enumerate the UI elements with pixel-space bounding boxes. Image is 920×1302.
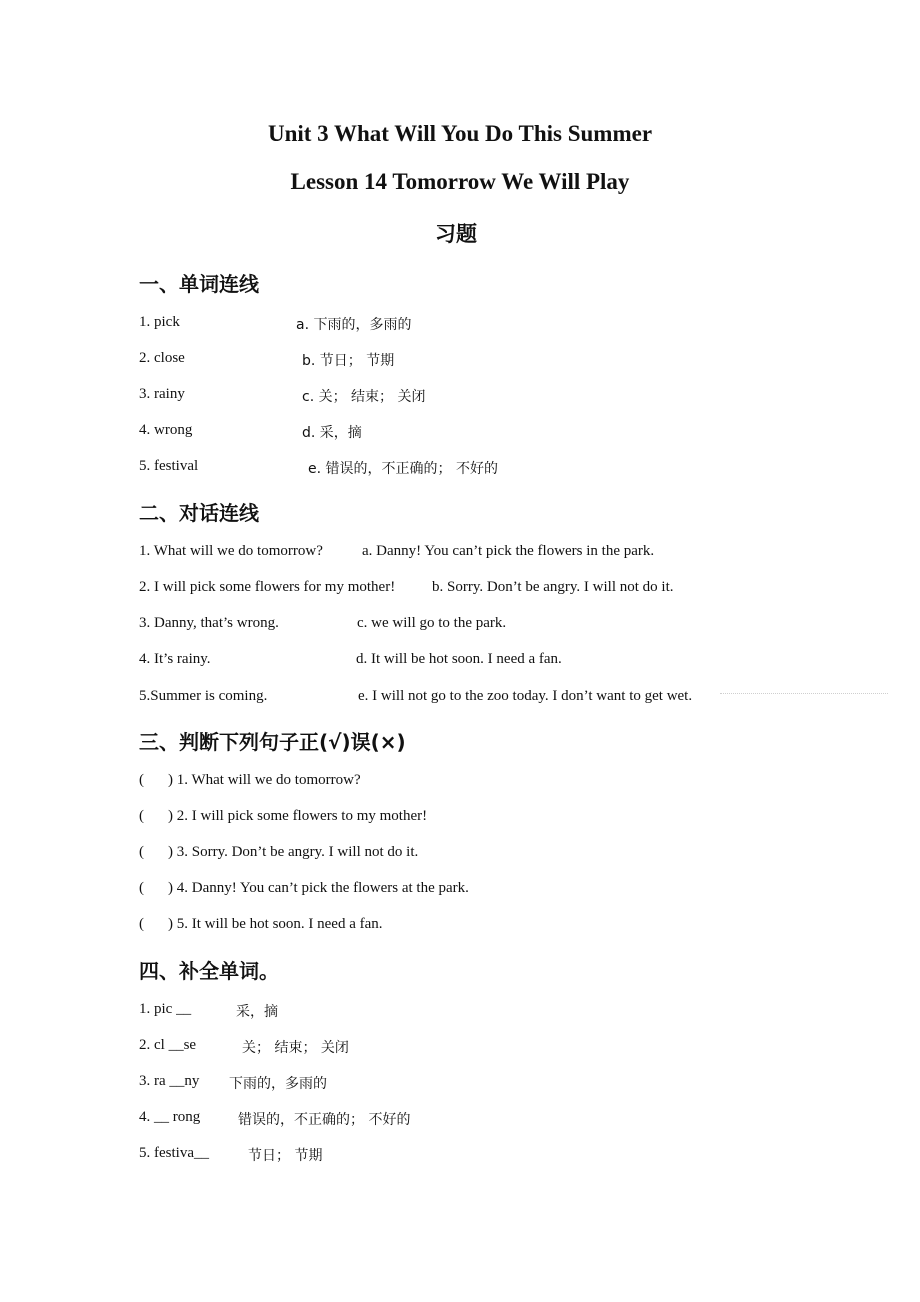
dialogue-question: 5.Summer is coming. — [139, 688, 268, 704]
section4-heading: 四、补全单词。 — [139, 959, 279, 983]
word-match-meaning: e. 错误的，不正确的； 不好的 — [308, 461, 498, 477]
word-match-meaning: a. 下雨的，多雨的 — [296, 317, 412, 333]
fill-word-meaning: 下雨的，多雨的 — [229, 1076, 327, 1092]
dialogue-answer: d. It will be hot soon. I need a fan. — [356, 651, 562, 667]
dialogue-answer: b. Sorry. Don’t be angry. I will not do it. — [432, 579, 674, 595]
answer-paren[interactable]: ( — [139, 808, 144, 824]
unit-title: Unit 3 What Will You Do This Summer — [267, 121, 653, 146]
dialogue-question: 1. What will we do tomorrow? — [139, 543, 323, 559]
true-false-statement: ) 2. I will pick some flowers to my mother! — [168, 808, 428, 824]
fill-word-blank[interactable]: 3. ra __ny — [139, 1073, 200, 1089]
true-false-statement: ) 5. It will be hot soon. I need a fan. — [168, 916, 383, 932]
word-match-meaning: b. 节日； 节期 — [302, 353, 395, 369]
true-false-statement: ) 1. What will we do tomorrow? — [168, 772, 361, 788]
dialogue-answer: a. Danny! You can’t pick the flowers in the park. — [362, 543, 655, 559]
fill-word-meaning: 错误的，不正确的； 不好的 — [238, 1112, 411, 1128]
answer-paren[interactable]: ( — [139, 844, 144, 860]
word-match-word: 1. pick — [139, 314, 180, 330]
section1-heading: 一、单词连线 — [139, 272, 259, 296]
fill-word-blank[interactable]: 4. __ rong — [139, 1109, 201, 1125]
fill-word-meaning: 关； 结束； 关闭 — [242, 1040, 349, 1056]
dialogue-answer: e. I will not go to the zoo today. I don’t want to get wet. — [358, 688, 693, 704]
true-false-statement: ) 4. Danny! You can’t pick the flowers at the park. — [168, 880, 469, 896]
fill-word-blank[interactable]: 1. pic __ — [139, 1001, 192, 1017]
word-match-word: 4. wrong — [139, 422, 193, 438]
dialogue-question: 2. I will pick some flowers for my mother! — [139, 579, 396, 595]
word-match-word: 2. close — [139, 350, 185, 366]
fill-word-blank[interactable]: 5. festiva__ — [139, 1145, 209, 1161]
word-match-word: 5. festival — [139, 458, 199, 474]
answer-paren[interactable]: ( — [139, 916, 144, 932]
dialogue-answer: c. we will go to the park. — [357, 615, 507, 631]
fill-word-meaning: 采，摘 — [236, 1004, 278, 1020]
exercise-label: 习题 — [435, 222, 477, 246]
fill-word-meaning: 节日； 节期 — [248, 1148, 323, 1164]
dialogue-question: 4. It’s rainy. — [139, 651, 211, 667]
answer-paren[interactable]: ( — [139, 772, 144, 788]
word-match-meaning: c. 关； 结束； 关闭 — [302, 389, 426, 405]
lesson-title: Lesson 14 Tomorrow We Will Play — [290, 169, 630, 194]
section2-heading: 二、对话连线 — [139, 501, 259, 525]
answer-paren[interactable]: ( — [139, 880, 144, 896]
section3-heading: 三、判断下列句子正(√)误(×) — [139, 730, 406, 754]
fill-word-blank[interactable]: 2. cl __se — [139, 1037, 197, 1053]
dotted-divider — [720, 693, 888, 694]
word-match-meaning: d. 采，摘 — [302, 425, 362, 441]
word-match-word: 3. rainy — [139, 386, 185, 402]
dialogue-question: 3. Danny, that’s wrong. — [139, 615, 279, 631]
true-false-statement: ) 3. Sorry. Don’t be angry. I will not do it. — [168, 844, 419, 860]
